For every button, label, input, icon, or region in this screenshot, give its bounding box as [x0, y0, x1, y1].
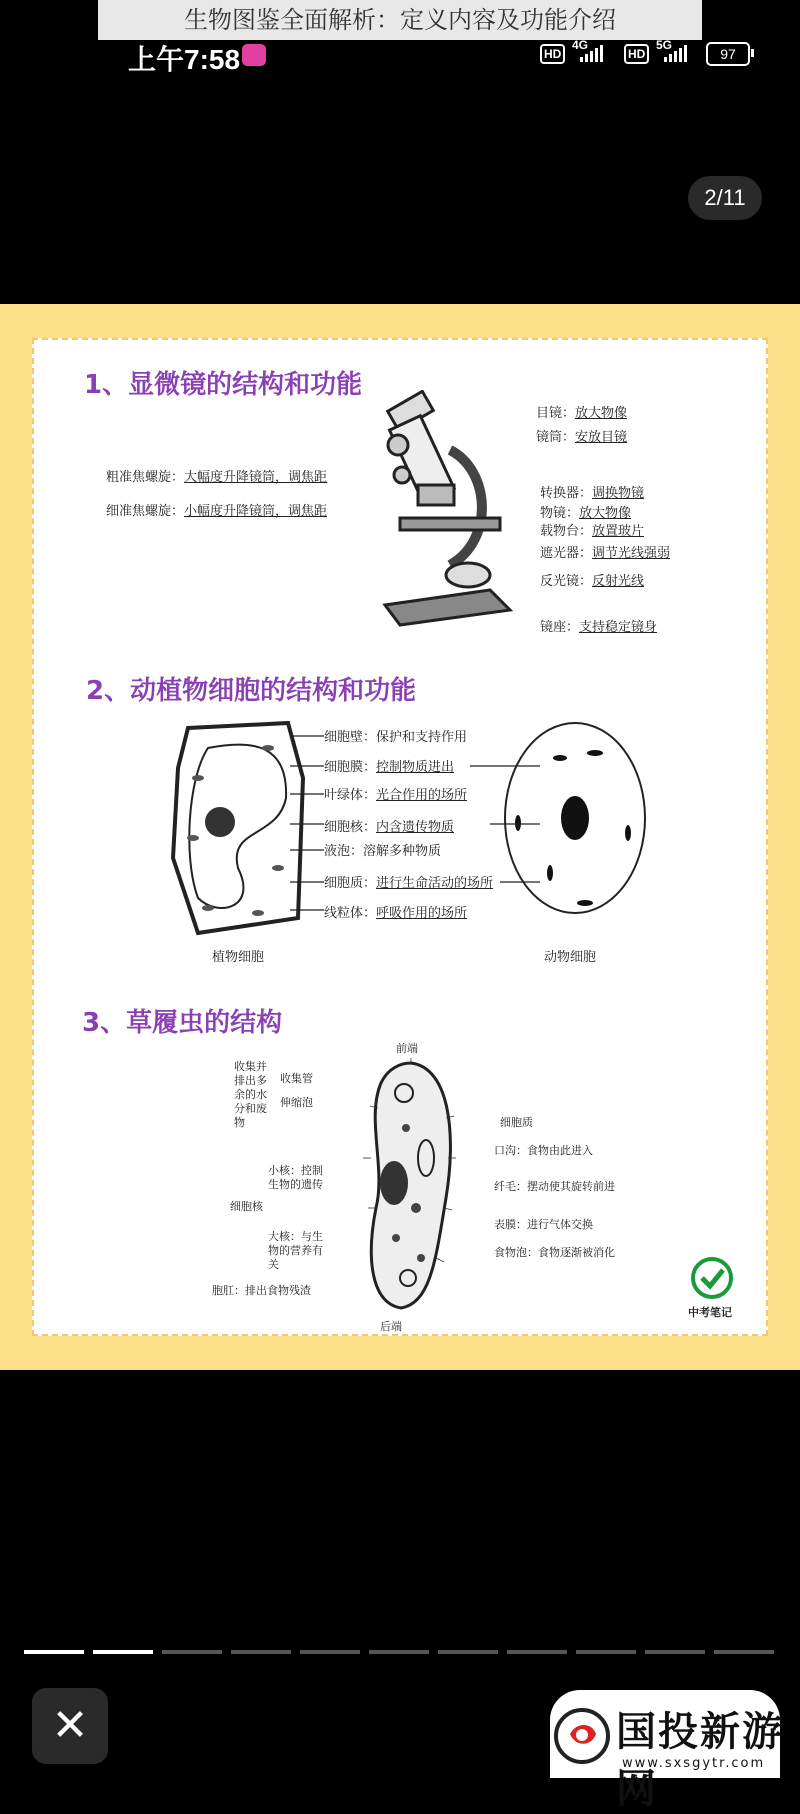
battery-icon: 97: [706, 42, 750, 66]
hd-badge-1: HD: [540, 44, 565, 64]
plant-cell-caption: 植物细胞: [212, 950, 265, 965]
progress-segment: [714, 1650, 774, 1654]
section-title-paramecium: 3、草履虫的结构: [82, 1008, 283, 1038]
cell-label-6: 线粒体：呼吸作用的场所: [324, 906, 468, 921]
paramecium-right-3: 表膜：进行气体交换: [494, 1218, 593, 1231]
page-title: 生物图鉴全面解析：定义内容及功能介绍: [98, 0, 702, 40]
cell-label-1: 细胞膜：控制物质进出: [324, 760, 455, 775]
microscope-right-label-0: 目镜：放大物像: [536, 406, 628, 421]
network-4g-label: 4G: [572, 38, 589, 52]
signal-icon-1: [580, 44, 603, 62]
check-icon: [690, 1256, 734, 1300]
section-title-microscope: 1、显微镜的结构和功能: [84, 370, 363, 400]
microscope-right-label-2: 转换器：调换物镜: [540, 486, 645, 501]
progress-segment: [162, 1650, 222, 1654]
paramecium-nucleus-item-0: 小核：控制生物的遗传: [268, 1164, 323, 1191]
paramecium-right-2: 纤毛：摆动使其旋转前进: [494, 1180, 615, 1193]
paramecium-left-item-0: 收集管: [280, 1072, 313, 1085]
microscope-left-label-1: 细准焦螺旋：小幅度升降镜筒，调焦距: [106, 504, 328, 519]
progress-segment: [231, 1650, 291, 1654]
paramecium-left-item-1: 伸缩泡: [280, 1096, 313, 1109]
microscope-right-label-7: 镜座：支持稳定镜身: [540, 620, 658, 635]
network-5g-label: 5G: [656, 38, 673, 52]
page-counter: 2/11: [688, 176, 762, 220]
section-title-cells: 2、动植物细胞的结构和功能: [86, 676, 417, 706]
progress-segment: [369, 1650, 429, 1654]
paramecium-illustration: [356, 1058, 466, 1318]
progress-segment: [507, 1650, 567, 1654]
cell-label-2: 叶绿体：光合作用的场所: [324, 788, 468, 803]
watermark-text: 国投新游网: [616, 1709, 784, 1812]
microscope-right-label-4: 载物台：放置玻片: [540, 524, 645, 539]
progress-segment: [576, 1650, 636, 1654]
microscope-right-label-3: 物镜：放大物像: [540, 506, 632, 521]
watermark-logo-icon: [552, 1706, 612, 1766]
paramecium-nucleus-item-1: 大核：与生物的营养有关: [268, 1230, 323, 1271]
signal-icon-2: [664, 44, 687, 62]
progress-segment: [645, 1650, 705, 1654]
cell-label-lines: [290, 728, 550, 918]
cell-label-4: 液泡：溶解多种物质: [324, 844, 442, 859]
battery-tip: [751, 49, 754, 57]
watermark-url: www.sxsgytr.com: [622, 1756, 766, 1771]
paramecium-nucleus-title: 细胞核: [230, 1200, 263, 1213]
microscope-illustration: [380, 390, 520, 630]
brand-label: 中考笔记: [688, 1306, 732, 1319]
paramecium-right-1: 口沟：食物由此进入: [494, 1144, 593, 1157]
cell-label-3: 细胞核：内含遗传物质: [324, 820, 455, 835]
plant-cell-illustration: [168, 718, 308, 938]
cell-label-5: 细胞质：进行生命活动的场所: [324, 876, 494, 891]
microscope-right-label-1: 镜筒：安放目镜: [536, 430, 628, 445]
paramecium-back: 后端: [380, 1320, 402, 1333]
progress-segment: [24, 1650, 84, 1654]
paramecium-front: 前端: [396, 1042, 418, 1055]
paramecium-left-group1: 收集并排出多余的水分和废物: [234, 1060, 267, 1129]
status-time: 上午7:58: [128, 44, 241, 75]
close-button[interactable]: ✕: [32, 1688, 108, 1764]
microscope-right-label-5: 遮光器：调节光线强弱: [540, 546, 671, 561]
app-badge-icon: [242, 44, 266, 66]
paramecium-left-bottom: 胞肛：排出食物残渣: [212, 1284, 311, 1297]
hd-badge-2: HD: [624, 44, 649, 64]
microscope-right-label-6: 反光镜：反射光线: [540, 574, 645, 589]
animal-cell-caption: 动物细胞: [544, 950, 597, 965]
microscope-left-label-0: 粗准焦螺旋：大幅度升降镜筒，调焦距: [106, 470, 328, 485]
paramecium-right-0: 细胞质: [500, 1116, 533, 1129]
paramecium-right-4: 食物泡：食物逐渐被消化: [494, 1246, 615, 1259]
progress-segment: [93, 1650, 153, 1654]
progress-segment: [300, 1650, 360, 1654]
progress-segment: [438, 1650, 498, 1654]
cell-label-0: 细胞壁：保护和支持作用: [324, 730, 468, 745]
